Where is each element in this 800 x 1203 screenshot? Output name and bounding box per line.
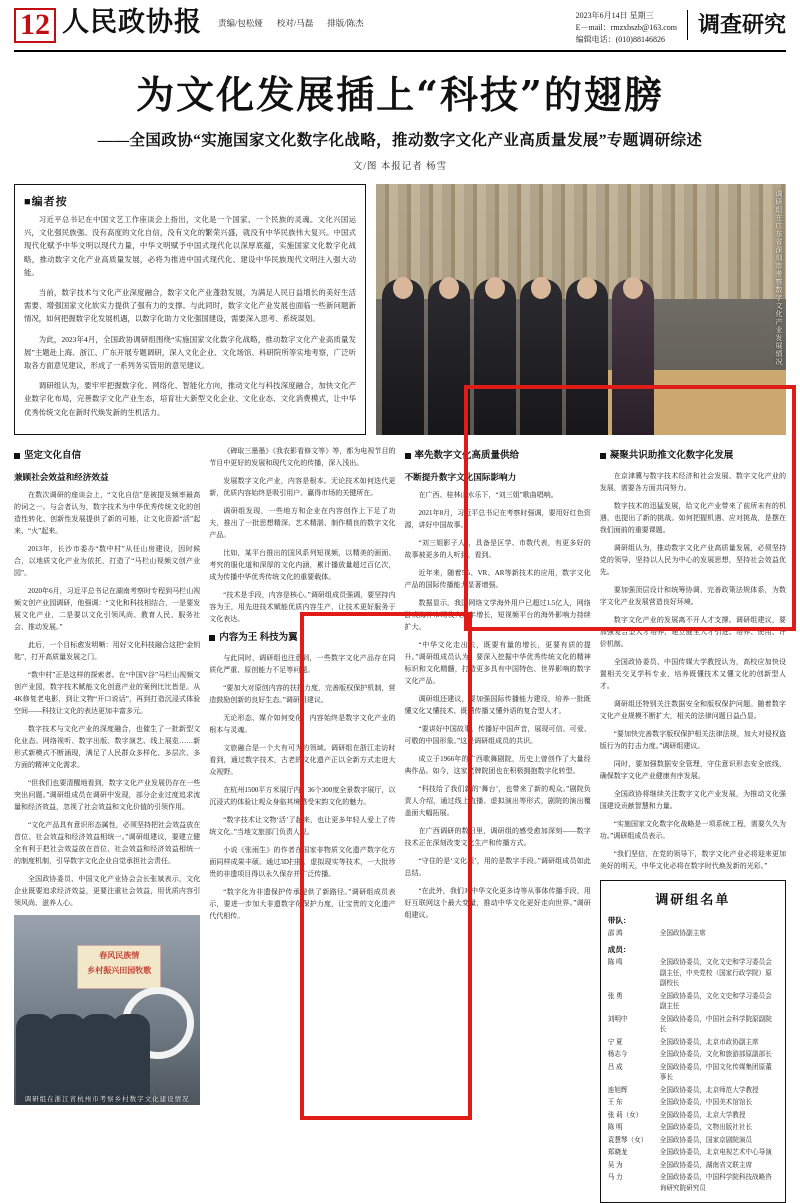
member-name: 陈 明 xyxy=(607,1124,623,1132)
member-name: 吕 成 xyxy=(607,1063,623,1071)
member-title: 全国政协委员，北京市政协副主席 xyxy=(659,1038,759,1046)
member-name: 连旭辉 xyxy=(607,1086,628,1094)
bullet-square-icon xyxy=(14,453,20,459)
c4-p8: 同时，要加强数据安全管理，守住意识形态安全底线，确保数字文化产业健康有序发展。 xyxy=(599,759,786,780)
bullet-square-icon xyxy=(209,635,215,641)
pub-email: E－mail：rmzxbszb@163.com xyxy=(575,23,677,32)
member-row xyxy=(608,1086,778,1097)
member-name: 吴 为 xyxy=(607,1161,623,1169)
c1-p1: 2013年，长沙市委办“数中村”从任山房建设，因时候合，以地质文化产业为依托，打造了“马栏山视频文创产业园”。 xyxy=(14,544,201,577)
c3-p1: 2021年8月，习近平总书记在考察时强调，要用好红色资源，讲好中国故事。 xyxy=(404,508,591,529)
c2-p1: 发展数字文化产业，内容是根本。无论技术如何迭代更新，优质内容始终是吸引用户、赢得市场的关键所在。 xyxy=(209,476,396,497)
c1-p3: 此后，一个目标愈发明晰：用好文化科技融合这把“金钥匙”，打开高质量发展之门。 xyxy=(14,640,201,661)
member-title: 全国政协委员，文物出版社社长 xyxy=(659,1124,753,1132)
c4-p5: 全国政协委员、中国传媒大学教授认为，高校应加快设置相关交叉学科专业，培养既懂技术又懂文化的创新型人才。 xyxy=(599,657,786,690)
member-title: 全国政协委员，国家京剧院演员 xyxy=(659,1136,753,1144)
member-name: 杨志今 xyxy=(607,1051,628,1059)
member-name: 宁 夏 xyxy=(607,1038,623,1046)
credit-editor: 责编/包松娅 xyxy=(218,18,263,28)
c2-p0: 《碑取三墨墨》《我农影看修文等》等，都为电视节目的节目中更好的发展和现代文化的传播，深入浅出。 xyxy=(209,446,396,467)
member-title: 全国政协副主席 xyxy=(659,929,706,937)
c3-p10: 在广西调研的数日里，调研组的感受愈加深刻——数字技术正在深刻改变文化生产和传播方式。 xyxy=(404,826,591,847)
member-group-members-label: 成员： xyxy=(607,945,631,955)
top-photo-people xyxy=(376,279,786,435)
c3-p12: “在此外，我们对中华文化更多诗等从事体传播手段，用好互联网这个最大变量，推动中华文化更好走向世界。”调研组建议。 xyxy=(404,886,591,919)
page-number: 12 xyxy=(14,8,56,43)
banner-line-1: 春风民族情 xyxy=(99,951,140,961)
c4-p6: 调研组还特别关注数据安全和版权保护问题。随着数字文化产业规模不断扩大，相关的法律问题日益凸显。 xyxy=(599,699,786,720)
editor-note-p4: 调研组认为，要牢牢把握数字化、网络化、智能化方向，推动文化与科技深度融合，加快文化产业数字化布局，完善数字文化产业生态，培育壮大新型文化企业、文化业态、文化消费模式，让中华优秀传统文化在新时代焕发新的生机活力。 xyxy=(24,381,356,417)
paper-name: 人民政协报 xyxy=(62,7,202,38)
column-4 xyxy=(600,445,786,1203)
member-title: 全国政协委员，中国美术馆馆长 xyxy=(659,1099,753,1107)
bullet-square-icon xyxy=(405,453,411,459)
column-1-heading-text: 坚定文化自信 xyxy=(24,450,82,461)
c1-p2: 2020年6月，习近平总书记在湖南考察时专程到马栏山视频文创产业园调研，他强调：“文化和科技相结合，一是要发展文化产业，二是要以文化引领风尚、教育人民、服务社会、推动发展。” xyxy=(14,586,201,631)
masthead-right xyxy=(576,8,786,46)
column-4-heading-text: 凝聚共识助推文化数字化发展 xyxy=(609,450,734,461)
c4-p0: 在京津冀与数字技术经济和社会发展、数字文化产业的发展，需要各方面共同努力。 xyxy=(599,471,786,492)
top-block xyxy=(14,184,786,435)
c4-p1: 数字技术的迅猛发展，给文化产业带来了前所未有的机遇，也提出了新的挑战。如何把握机遇、应对挑战，是摆在我们面前的重要课题。 xyxy=(599,501,786,534)
c2-p5: 与此同时，调研组也注意到，一些数字文化产品存在同质化严重、原创能力不足等问题。 xyxy=(209,653,396,674)
c3-p0: 在广西、桂林山水乐下，“刘三姐”歌曲唱响。 xyxy=(418,490,558,499)
bullet-square-icon xyxy=(600,453,606,459)
credit-layout: 排版/陈杰 xyxy=(327,18,364,28)
column-2-heading xyxy=(209,631,395,646)
c2-p4: “技术是手段，内容是核心。”调研组成员强调，要坚持内容为王，用先进技术赋能优质内容生产，让技术更好服务于文化表达。 xyxy=(209,590,396,623)
member-name: 张 勇 xyxy=(607,992,623,1000)
credits xyxy=(218,17,364,30)
column-1-heading xyxy=(14,449,200,464)
c3-p7: “要讲好中国故事，传播好中国声音，展现可信、可爱、可敬的中国形象。”这是调研组成员的共识。 xyxy=(404,724,591,745)
c1-p8: 全国政协委员、中国文化产业协会会长张斌表示，文化企业既要追求经济效益，更要注重社会效益，用优质内容引领风尚、滋养人心。 xyxy=(14,874,201,907)
column-3-subheading: 不断提升数字文化国际影响力 xyxy=(404,471,517,482)
section-title: 调查研究 xyxy=(687,10,786,40)
c1-p0: 在数次调研的座谈会上，“文化自信”是被提及频率最高的词之一。与会者认为，数字技术为中华优秀传统文化的创造性转化、创新性发展提供了新的可能，让文化资源“活”起来、“火”起来。 xyxy=(14,490,201,535)
member-name: 王 东 xyxy=(607,1099,623,1107)
member-row xyxy=(608,1098,778,1109)
member-title: 全国政协委员，文化和旅游部原副部长 xyxy=(659,1051,772,1059)
headline-block xyxy=(14,72,786,172)
editor-note-label: ■编者按 xyxy=(24,196,68,208)
member-title: 全国政协委员，北京大学教授 xyxy=(659,1111,746,1119)
c2-p2: 调研组发现，一些地方和企业在内容创作上下足了功夫，推出了一批思想精深、艺术精湛、制作精良的数字文化产品。 xyxy=(209,506,396,539)
member-name: 刘明中 xyxy=(607,1015,628,1023)
top-photo-caption: 调研组在广东省深圳市考察数字文化产业发展情况 xyxy=(775,190,783,366)
c2-p11: 小说《张雨生》的作者在国家非物质文化遗产数字化方面同样成果丰硕。通过3D扫描、虚拟现实等技术，一大批珍贵的非遗项目得以永久保存并广泛传播。 xyxy=(209,845,396,878)
column-3-heading-text: 率先数字文化高质量供给 xyxy=(414,450,520,461)
c3-p2: “刘三姐影子人”，具备是区学、市数代表，有更多好的故事被更多的人听到、看到。 xyxy=(404,538,591,559)
member-row xyxy=(608,958,778,990)
c3-p6: 调研组还建议，要加强国际传播能力建设，培养一批既懂文化又懂技术、既懂传播又懂外语的复合型人才。 xyxy=(404,694,591,715)
banner-line-2: 乡村振兴田园牧歌 xyxy=(87,966,152,976)
editor-note-p3: 为此，2023年4月，全国政协调研组围绕“实施国家文化数字化战略，推动数字文化产业高质量发展”主题赴上海、浙江、广东开展专题调研，深入文化企业、文化场馆、科研院所等实地考察，广泛听取各方面意见建议，形成了一系列务实管用的意见建议。 xyxy=(24,334,356,371)
c3-p4: 数据显示，我国网络文学海外用户已超过1.5亿人，网络游戏海外市场收入连年增长，短视频平台的海外影响力持续扩大。 xyxy=(404,598,591,631)
member-row xyxy=(608,1063,778,1084)
editor-note xyxy=(14,184,366,435)
article-columns xyxy=(14,445,786,1203)
research-group-member-box xyxy=(600,880,786,1203)
c3-p9: “科技给了我们新的‘舞台’，也带来了新的观众。”剧院负责人介绍，通过线上直播、虚拟演出等形式，剧院的演出覆盖面大幅拓展。 xyxy=(404,784,591,817)
pub-date: 2023年6月14日 星期三 xyxy=(575,11,654,20)
member-row xyxy=(608,929,778,940)
c2-p8: 文旅融合是一个大有可为的领域。调研组在浙江走访时看到，通过数字技术，古老的文化遗产正以全新方式走进大众视野。 xyxy=(209,743,396,776)
pub-hotline: 编辑电话：(010)88146826 xyxy=(575,35,665,44)
member-row xyxy=(608,1038,778,1049)
member-name: 马 力 xyxy=(607,1174,623,1182)
column-3 xyxy=(405,445,591,1203)
c1-p4: “数中村”正是这样的探索者。在“中国V谷”马栏山视频文创产业园，数字技术赋能文化创意产业的案例比比皆是。从4K修复老电影，到让文物“开口说话”，再到打造沉浸式体验空间——科技让文化的表达更加丰富多元。 xyxy=(14,670,201,715)
member-group-leader-label: 带队： xyxy=(607,915,631,925)
c4-p9: 全国政协将继续关注数字文化产业发展，为推动文化强国建设贡献智慧和力量。 xyxy=(599,789,786,810)
member-title: 全国政协委员，中国文化传媒集团原董事长 xyxy=(659,1063,772,1082)
member-row xyxy=(608,1161,778,1172)
member-title: 全国政协委员，北京师范大学教授 xyxy=(659,1086,759,1094)
member-title: 全国政协委员，文化文史和学习委员会副主任 xyxy=(659,992,772,1011)
c3-p11: “守住的是‘文化根’，用的是数字手段。”调研组成员如此总结。 xyxy=(404,856,591,877)
c4-p2: 调研组认为，推动数字文化产业高质量发展，必须坚持党的领导，坚持以人民为中心的发展思想，坚持社会效益优先。 xyxy=(599,543,786,576)
column-2-heading-text: 内容为王 科技为翼 xyxy=(219,632,298,643)
c3-p8: 成立于1966年的广西歌舞剧院，历史上曾创作了大量经典作品。如今，这家老牌院团也在积极拥抱数字化转型。 xyxy=(404,754,591,775)
bottom-photo-banner xyxy=(77,945,161,989)
c4-p10: “实施国家文化数字化战略是一项系统工程，需要久久为功。”调研组成员表示。 xyxy=(599,819,786,840)
editor-note-p1: 习近平总书记在中国文艺工作座谈会上指出，文化是一个国家、一个民族的灵魂。文化兴国运兴，文化强民族强。没有高度的文化自信，没有文化的繁荣兴盛，就没有中华民族伟大复兴。中国式现代化赋予中华文明以现代力量，中华文明赋予中国式现代化以深厚底蕴，实施国家文化数字化战略，推动数字文化产业高质量发展，必将为推进中国式现代化、建设中华民族现代文明注入强大动能。 xyxy=(24,215,356,277)
member-row xyxy=(608,1015,778,1036)
c2-p7: 无论形态、媒介如何变化，内容始终是数字文化产业的根本与灵魂。 xyxy=(209,713,396,734)
column-2 xyxy=(209,445,395,1203)
member-title: 全国政协委员，湖南省文联主席 xyxy=(659,1161,753,1169)
member-name: 张 莉（女） xyxy=(607,1111,643,1119)
column-1-subheading: 兼顾社会效益和经济效益 xyxy=(14,471,109,482)
c4-p7: “要加快完善数字版权保护相关法律法规，加大对侵权盗版行为的打击力度。”调研组建议。 xyxy=(599,729,786,750)
page-subtitle: ——全国政协“实施国家文化数字化战略，推动数字文化产业高质量发展”专题调研综述 xyxy=(97,132,703,149)
member-row xyxy=(608,1111,778,1122)
c3-p5: “中华文化走出去，既要有量的增长，更要有质的提升。”调研组成员认为，要深入挖掘中华优秀传统文化的精神标识和文化精髓，打造更多具有中国特色、世界影响的数字文化产品。 xyxy=(404,640,591,685)
top-photo xyxy=(376,184,786,435)
publication-info xyxy=(576,10,677,46)
member-name: 陈 鸣 xyxy=(607,959,623,967)
member-name: 郑晓龙 xyxy=(607,1149,628,1157)
member-row xyxy=(608,1050,778,1061)
member-title: 全国政协委员，中国科学院科技战略咨询研究院研究员 xyxy=(659,1174,772,1192)
member-row xyxy=(608,1148,778,1159)
c2-p6: “要加大对原创内容的扶持力度，完善版权保护机制，营造鼓励创新的良好生态。”调研组建议。 xyxy=(209,683,396,704)
c4-p11: “我们坚信，在党的领导下，数字文化产业必将迎来更加美好的明天，中华文化必将在数字时代焕发新的光彩。” xyxy=(599,849,786,870)
member-row xyxy=(608,1173,778,1194)
c2-p9: 在杭州1500平方米展厅内，36个300度全景数字展厅，以沉浸式的体验让观众身临其境感受宋韵文化的魅力。 xyxy=(209,785,396,806)
c2-p3: 比如，某平台推出的国风系列短视频，以精美的画面、考究的服化道和深厚的文化内涵，累计播放量超过百亿次，成为传播中华优秀传统文化的重要载体。 xyxy=(209,548,396,581)
byline: 文/图 本报记者 杨雪 xyxy=(352,162,448,172)
member-row xyxy=(608,1123,778,1134)
member-title: 全国政协委员，文化文史和学习委员会副主任，中央党校（国家行政学院）原副校长 xyxy=(659,959,772,988)
credit-proofreader: 校对/马磊 xyxy=(276,18,314,28)
member-box-title: 调研组名单 xyxy=(655,891,731,907)
editor-note-p2: 当前，数字技术与文化产业深度融合，数字文化产业蓬勃发展，为满足人民日益增长的美好生活需要、增强国家文化软实力提供了强有力的支撑。与此同时，数字文化产业发展也面临一些新问题新情况，如何把握数字化发展机遇，以数字化助力文化强国建设，需要深入思考、系统谋划。 xyxy=(24,288,356,324)
c4-p3: 要加强顶层设计和统筹协调，完善政策法规体系，为数字文化产业发展营造良好环境。 xyxy=(599,585,786,606)
column-4-heading xyxy=(600,449,786,464)
member-title: 全国政协委员，北京电视艺术中心导演 xyxy=(659,1149,772,1157)
member-name: 袁慧琴（女） xyxy=(607,1136,648,1144)
column-1 xyxy=(14,445,200,1203)
c1-p7: “文化产品具有意识形态属性，必须坚持把社会效益放在首位、社会效益和经济效益相统一。”调研组建议，要建立健全有利于把社会效益放在首位、社会效益和经济效益相统一的制度机制，引导数字文化企业自觉承担社会责任。 xyxy=(14,820,201,865)
member-row xyxy=(608,992,778,1013)
member-title: 全国政协委员，中国社会科学院原副院长 xyxy=(659,1015,772,1034)
member-name: 邵 鸿 xyxy=(607,929,623,937)
c2-p12: “数字化为非遗保护传承提供了新路径。”调研组成员表示，要进一步加大非遗数字化保护力度，让宝贵的文化遗产代代相传。 xyxy=(209,887,396,920)
masthead xyxy=(14,0,786,52)
c2-p10: “数字技术让文物‘活’了起来，也让更多年轻人爱上了传统文化。”当地文旅部门负责人说。 xyxy=(209,815,396,836)
c1-p6: “但我们也要清醒地看到，数字文化产业发展仍存在一些突出问题。”调研组成员在调研中发现，部分企业过度追求流量和经济效益，忽视了社会效益和文化价值的引领作用。 xyxy=(14,778,201,811)
c1-p5: 数字技术与文化产业的深度融合，也催生了一批新型文化业态。网络视听、数字出版、数字演艺、线上展览……新形式新模式不断涌现，满足了人民群众多样化、多层次、多方面的精神文化需求。 xyxy=(14,724,201,769)
bottom-photo-caption: 调研组在浙江省杭州市考察乡村数字文化建设情况 xyxy=(24,1095,190,1103)
column-3-heading xyxy=(405,449,591,464)
bottom-photo xyxy=(14,915,200,1105)
c4-p4: 数字文化产业的发展离不开人才支撑。调研组建议，要加强复合型人才培养，建立健全人才引进、培养、使用、评价机制。 xyxy=(599,615,786,648)
member-row xyxy=(608,1136,778,1147)
c3-p3: 近年来，随着5G、VR、AR等新技术的应用，数字文化产品的国际传播能力显著增强。 xyxy=(404,568,591,589)
page-title: 为文化发展插上“科技”的翅膀 xyxy=(136,72,664,117)
